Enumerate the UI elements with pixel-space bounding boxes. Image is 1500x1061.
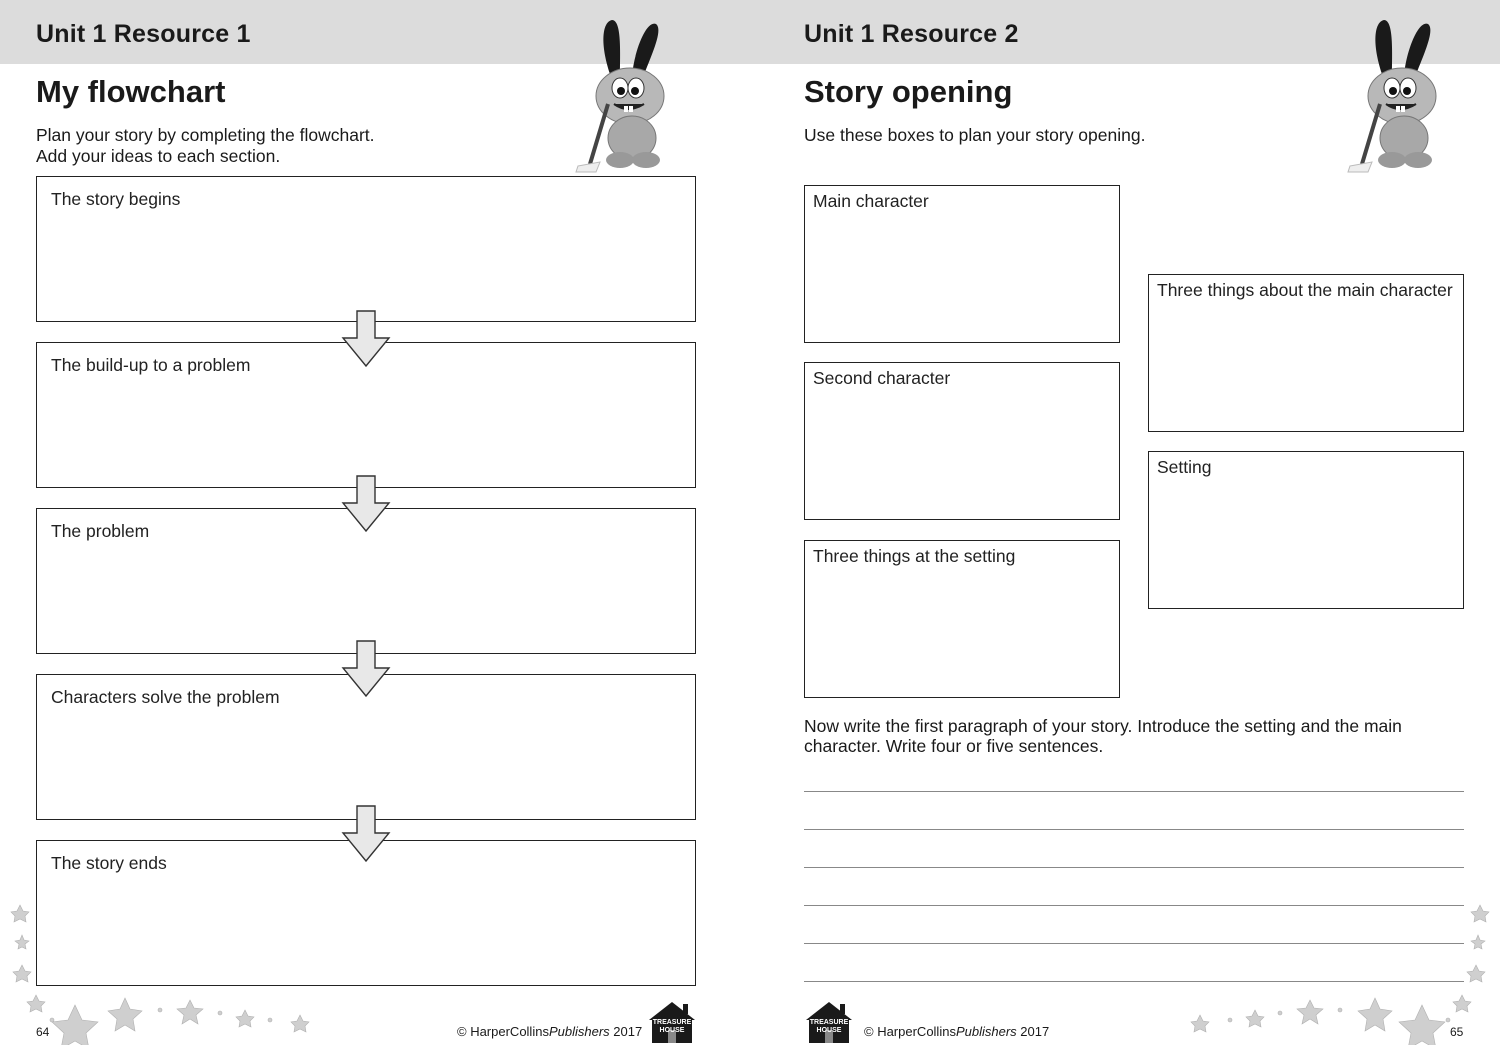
- copyright-italic: Publishers: [955, 1024, 1017, 1039]
- instruction-line: Add your ideas to each section.: [36, 146, 281, 166]
- copyright-italic: Publishers: [548, 1024, 610, 1039]
- box-label: Main character: [813, 191, 929, 211]
- box-three-things-character[interactable]: [1148, 274, 1464, 432]
- box-three-things-setting[interactable]: [804, 540, 1120, 698]
- box-label: Characters solve the problem: [51, 687, 280, 707]
- box-label: The story ends: [51, 853, 167, 873]
- copyright-prefix: © HarperCollins: [457, 1024, 549, 1039]
- down-arrow-icon: [341, 310, 391, 368]
- box-label: Second character: [813, 368, 951, 388]
- down-arrow-icon: [341, 475, 391, 533]
- logo-text-line: HOUSE: [816, 1027, 842, 1034]
- box-main-character[interactable]: [804, 185, 1120, 343]
- paragraph-prompt: Now write the first paragraph of your story. Introduce the setting and the main character. Write four or five sentences.: [804, 716, 1402, 756]
- unit-title: Unit 1 Resource 1: [36, 20, 251, 48]
- instructions: [36, 125, 375, 167]
- box-setting[interactable]: [1148, 451, 1464, 609]
- box-label: Three things about the main character: [1157, 280, 1453, 300]
- logo-text-line: TREASURE: [652, 1019, 692, 1026]
- down-arrow-icon: [341, 640, 391, 698]
- instructions: Use these boxes to plan your story opening.: [804, 125, 1146, 145]
- rabbit-mascot-icon: [1342, 14, 1452, 174]
- page-number: 65: [1450, 1025, 1464, 1039]
- box-label: The build-up to a problem: [51, 355, 251, 375]
- copyright: [457, 1024, 642, 1039]
- writing-line[interactable]: [804, 791, 1464, 792]
- page-heading: Story opening: [804, 74, 1013, 109]
- copyright-suffix: 2017: [1016, 1024, 1050, 1039]
- treasure-house-logo-icon: [647, 1000, 697, 1044]
- flowchart-box-story-begins[interactable]: [36, 176, 696, 322]
- page-number: 64: [36, 1025, 50, 1039]
- star-icon: [1170, 895, 1500, 1045]
- writing-line[interactable]: [804, 867, 1464, 868]
- box-label: Three things at the setting: [813, 546, 1016, 566]
- copyright-suffix: 2017: [609, 1024, 643, 1039]
- copyright: [864, 1024, 1049, 1039]
- page-heading: My flowchart: [36, 74, 226, 109]
- unit-title: Unit 1 Resource 2: [804, 20, 1019, 48]
- writing-line[interactable]: [804, 829, 1464, 830]
- star-icon: [0, 895, 330, 1045]
- down-arrow-icon: [341, 805, 391, 863]
- rabbit-mascot-icon: [570, 14, 680, 174]
- instruction-line: Plan your story by completing the flowchart.: [36, 125, 375, 145]
- box-label: The story begins: [51, 189, 181, 209]
- right-page: [750, 0, 1500, 1061]
- logo-text-line: TREASURE: [809, 1019, 849, 1026]
- box-second-character[interactable]: [804, 362, 1120, 520]
- box-label: The problem: [51, 521, 150, 541]
- logo-text-line: HOUSE: [659, 1027, 685, 1034]
- box-label: Setting: [1157, 457, 1212, 477]
- copyright-prefix: © HarperCollins: [864, 1024, 956, 1039]
- treasure-house-logo-icon: [804, 1000, 854, 1044]
